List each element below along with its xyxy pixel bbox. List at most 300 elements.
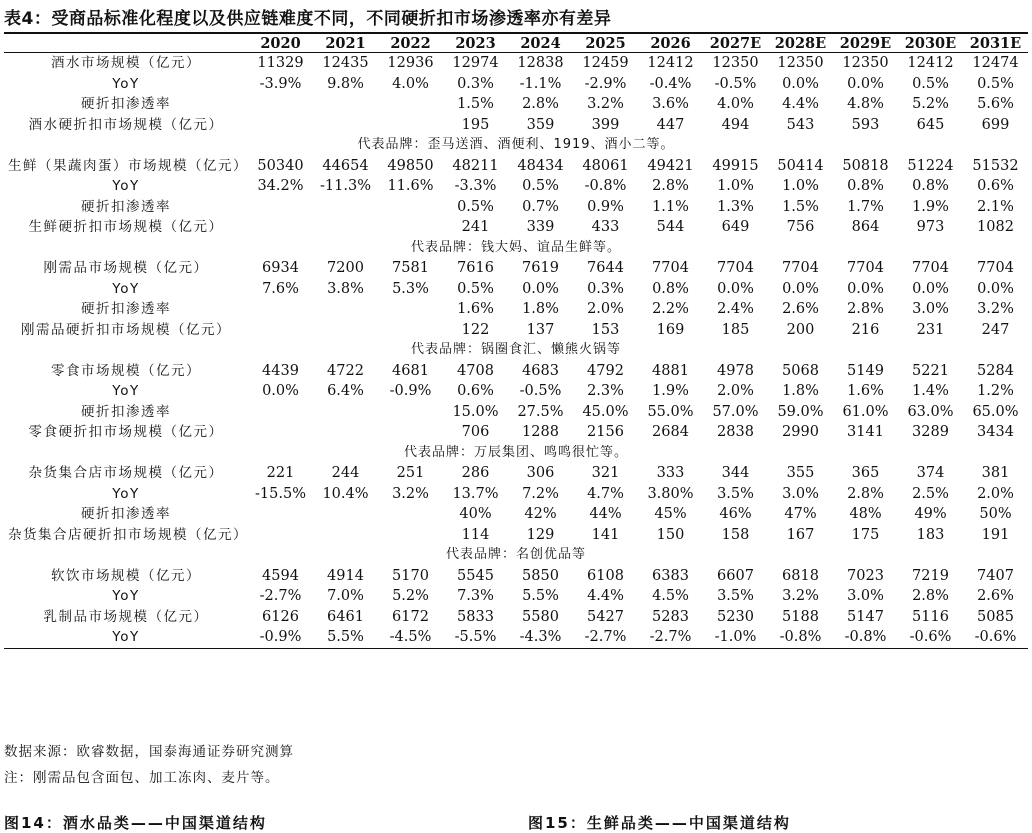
value-cell: 4792 [587, 362, 624, 379]
value-cell: 0.0% [522, 280, 559, 297]
value-cell: 5068 [782, 362, 819, 379]
representative-brands: 代表品牌：锅圈食汇、懒熊火锅等 [410, 342, 621, 357]
value-cell [248, 504, 313, 525]
value-cell [313, 504, 378, 525]
value-cell: 44% [589, 506, 622, 522]
value-cell: 61.0% [842, 403, 889, 420]
value-cell: -11.3% [320, 178, 371, 194]
value-cell: 42% [524, 506, 557, 522]
value-cell: 0.0% [847, 280, 884, 297]
value-cell: 167 [786, 526, 815, 543]
value-cell: -2.7% [573, 627, 638, 648]
value-cell: 153 [591, 321, 620, 338]
value-cell: 44654 [322, 157, 369, 174]
value-cell: -2.9% [584, 75, 627, 92]
value-cell: 374 [916, 465, 945, 481]
value-cell: 1.4% [912, 383, 949, 399]
value-cell: 6172 [392, 608, 429, 625]
value-cell: 1.6% [847, 383, 884, 399]
value-cell: 40% [459, 506, 492, 522]
value-cell: 5221 [912, 362, 949, 379]
value-cell: 4.5% [652, 588, 689, 604]
value-cell: 5.6% [977, 96, 1014, 112]
row-label: 硬折扣渗透率 [81, 198, 171, 215]
value-cell: 7219 [912, 567, 949, 584]
value-cell: 231 [916, 321, 945, 338]
value-cell: 2.8% [847, 301, 884, 317]
value-cell: 5427 [587, 608, 624, 625]
value-cell: 0.5% [457, 198, 494, 215]
value-cell: 7704 [912, 260, 949, 276]
value-cell: 216 [851, 321, 880, 338]
value-cell: 3434 [977, 424, 1014, 440]
market-size-table [4, 35, 1028, 649]
value-cell [378, 94, 443, 115]
year-header: 2030E [898, 35, 963, 53]
value-cell: 5147 [847, 608, 884, 625]
value-cell: 114 [461, 526, 490, 543]
value-cell: 399 [591, 116, 620, 133]
value-cell: 12435 [322, 55, 369, 71]
value-cell: 2.0% [977, 485, 1014, 502]
value-cell: 1.2% [977, 383, 1014, 399]
table-row [4, 566, 1028, 587]
source-note: 数据来源：欧睿数据，国泰海通证券研究测算 [4, 744, 294, 760]
value-cell: 649 [721, 219, 750, 235]
value-cell: 3.2% [782, 588, 819, 604]
table-title: 表4：受商品标准化程度以及供应链难度不同，不同硬折扣市场渗透率亦有差异 [4, 9, 612, 29]
value-cell: -1.0% [703, 627, 768, 648]
value-cell: 3.0% [847, 588, 884, 604]
value-cell: 7704 [977, 260, 1014, 276]
value-cell [378, 320, 443, 341]
value-cell: 2.8% [652, 178, 689, 194]
figure-15-caption: 图15：生鲜品类——中国渠道结构 [528, 814, 791, 832]
value-cell: 12350 [842, 55, 889, 71]
brand-row [4, 340, 1028, 361]
value-cell: 344 [721, 465, 750, 481]
value-cell: 129 [526, 526, 555, 543]
value-cell: 5230 [717, 608, 754, 625]
value-cell: 447 [656, 116, 685, 133]
value-cell: 2838 [717, 424, 754, 440]
value-cell: 4.8% [847, 96, 884, 112]
value-cell: 45% [654, 506, 687, 522]
value-cell: 15.0% [452, 403, 499, 420]
table-row [4, 586, 1028, 607]
value-cell: 3.80% [647, 485, 694, 502]
value-cell: 7023 [847, 567, 884, 584]
value-cell: 137 [526, 321, 555, 338]
value-cell: 365 [851, 465, 880, 481]
row-label: 硬折扣渗透率 [81, 301, 171, 317]
value-cell: -0.8% [584, 178, 627, 194]
year-header: 2024 [508, 35, 573, 53]
value-cell: 12936 [387, 55, 434, 71]
value-cell: 5833 [457, 608, 494, 625]
value-cell: 10.4% [322, 485, 369, 502]
value-cell: -0.6% [898, 627, 963, 648]
value-cell: 699 [981, 116, 1010, 133]
value-cell: 0.8% [847, 178, 884, 194]
value-cell [378, 504, 443, 525]
table-row [4, 484, 1028, 505]
value-cell: 3.5% [717, 588, 754, 604]
value-cell [313, 320, 378, 341]
value-cell [313, 299, 378, 320]
value-cell: 49% [914, 506, 947, 522]
value-cell: 0.5% [977, 75, 1014, 92]
value-cell: 247 [981, 321, 1010, 338]
value-cell: 3.8% [327, 280, 364, 297]
value-cell: 5.2% [392, 588, 429, 604]
value-cell: 756 [786, 219, 815, 235]
value-cell: 34.2% [257, 178, 304, 194]
value-cell: -3.9% [259, 75, 302, 92]
value-cell: 5850 [522, 567, 559, 584]
value-cell: 4594 [262, 567, 299, 584]
value-cell: 286 [461, 465, 490, 481]
table-row [4, 279, 1028, 300]
figure-14-caption: 图14：酒水品类——中国渠道结构 [4, 814, 267, 832]
value-cell [248, 197, 313, 218]
value-cell: 57.0% [712, 403, 759, 420]
year-header: 2026 [638, 35, 703, 53]
value-cell [248, 525, 313, 546]
value-cell: 706 [461, 424, 490, 440]
value-cell [313, 94, 378, 115]
value-cell: 321 [591, 465, 620, 481]
value-cell: 2.8% [847, 485, 884, 502]
value-cell [378, 299, 443, 320]
year-header: 2023 [443, 35, 508, 53]
value-cell: 1.8% [782, 383, 819, 399]
value-cell: 2.2% [652, 301, 689, 317]
value-cell: 221 [266, 465, 295, 481]
value-cell: 7616 [457, 260, 494, 276]
value-cell: 339 [526, 219, 555, 235]
value-cell: -0.9% [248, 627, 313, 648]
value-cell: 48434 [517, 157, 564, 174]
value-cell: -15.5% [255, 485, 306, 502]
value-cell: 1.1% [652, 198, 689, 215]
value-cell: 13.7% [452, 485, 499, 502]
value-cell: 4439 [262, 362, 299, 379]
value-cell [378, 115, 443, 136]
value-cell: 65.0% [972, 403, 1019, 420]
value-cell: 2156 [587, 424, 624, 440]
value-cell: 12350 [712, 55, 759, 71]
table-row [4, 74, 1028, 95]
value-cell: 183 [916, 526, 945, 543]
value-cell: 0.0% [847, 75, 884, 92]
value-cell: 11.6% [387, 178, 434, 194]
row-label: 硬折扣渗透率 [81, 403, 171, 420]
value-cell: 5170 [392, 567, 429, 584]
value-cell: 47% [784, 506, 817, 522]
value-cell: 0.0% [717, 280, 754, 297]
value-cell: 0.5% [457, 280, 494, 297]
year-header: 2022 [378, 35, 443, 53]
value-cell: 7644 [587, 260, 624, 276]
value-cell: 12474 [972, 55, 1019, 71]
value-cell: 4.0% [392, 75, 429, 92]
value-cell: 5149 [847, 362, 884, 379]
value-cell: 0.5% [912, 75, 949, 92]
value-cell: 1.9% [652, 383, 689, 399]
value-cell: 5283 [652, 608, 689, 625]
value-cell: 544 [656, 219, 685, 235]
year-header: 2025 [573, 35, 638, 53]
value-cell: 359 [526, 116, 555, 133]
value-cell: 12974 [452, 55, 499, 71]
value-cell: 158 [721, 526, 750, 543]
value-cell [313, 422, 378, 443]
value-cell: 5580 [522, 608, 559, 625]
value-cell: 0.5% [522, 178, 559, 194]
value-cell: 593 [851, 116, 880, 133]
value-cell: 141 [591, 526, 620, 543]
value-cell: 1.8% [522, 301, 559, 317]
value-cell: 0.8% [652, 280, 689, 297]
table-row [4, 463, 1028, 484]
value-cell: 51532 [972, 157, 1019, 174]
value-cell: 2.0% [587, 301, 624, 317]
value-cell: 543 [786, 116, 815, 133]
value-cell: 0.8% [912, 178, 949, 194]
value-cell: 1.5% [782, 198, 819, 215]
value-cell: 4914 [327, 567, 364, 584]
value-cell: 7704 [717, 260, 754, 276]
value-cell: 3.0% [782, 485, 819, 502]
table-row [4, 176, 1028, 197]
table-row [4, 53, 1028, 74]
value-cell: 1.0% [717, 178, 754, 194]
value-cell: 5.3% [392, 280, 429, 297]
value-cell: 48061 [582, 157, 629, 174]
row-label: 零食市场规模（亿元） [51, 362, 201, 379]
value-cell: 1.6% [457, 301, 494, 317]
value-cell: 244 [331, 465, 360, 481]
value-cell: 2.4% [717, 301, 754, 317]
value-cell: 645 [916, 116, 945, 133]
table-row [4, 504, 1028, 525]
value-cell: 46% [719, 506, 752, 522]
value-cell [378, 402, 443, 423]
value-cell [248, 299, 313, 320]
representative-brands: 代表品牌：万辰集团、鸣鸣很忙等。 [403, 444, 628, 460]
value-cell: -0.9% [389, 383, 432, 399]
value-cell: 48% [849, 506, 882, 522]
value-cell: 6.4% [327, 383, 364, 399]
value-cell: 381 [981, 465, 1010, 481]
value-cell: 4683 [522, 362, 559, 379]
value-cell: 12412 [647, 55, 694, 71]
value-cell: 9.8% [327, 75, 364, 92]
row-label: 硬折扣渗透率 [81, 506, 171, 522]
value-cell: 3.6% [652, 96, 689, 112]
row-label: YoY [112, 588, 140, 604]
value-cell: 3.2% [977, 301, 1014, 317]
value-cell: 2.3% [587, 383, 624, 399]
value-cell: 3.2% [392, 485, 429, 502]
value-cell: 4708 [457, 362, 494, 379]
value-cell [313, 115, 378, 136]
value-cell: 4.4% [587, 588, 624, 604]
table-row [4, 258, 1028, 279]
value-cell: 11329 [257, 55, 304, 71]
value-cell: 7.6% [262, 280, 299, 297]
value-cell [248, 320, 313, 341]
year-header: 2031E [963, 35, 1028, 53]
value-cell [313, 197, 378, 218]
value-cell: 1.7% [847, 198, 884, 215]
value-cell: 251 [396, 465, 425, 481]
value-cell: 50340 [257, 157, 304, 174]
row-label: 刚需品硬折扣市场规模（亿元） [21, 321, 231, 338]
value-cell: 2.6% [977, 588, 1014, 604]
value-cell [248, 402, 313, 423]
value-cell: 494 [721, 116, 750, 133]
value-cell: -4.3% [508, 627, 573, 648]
value-cell: 7704 [847, 260, 884, 276]
table-row [4, 627, 1028, 648]
value-cell: 5.5% [313, 627, 378, 648]
value-cell: 2.5% [912, 485, 949, 502]
row-label: 刚需品市场规模（亿元） [43, 260, 209, 276]
value-cell: 3.5% [717, 485, 754, 502]
value-cell: 169 [656, 321, 685, 338]
table-row [4, 607, 1028, 628]
value-cell: 49850 [387, 157, 434, 174]
row-label: 酒水市场规模（亿元） [51, 55, 201, 71]
brand-row [4, 238, 1028, 259]
row-label: 杂货集合店市场规模（亿元） [28, 465, 224, 481]
value-cell: 3.0% [912, 301, 949, 317]
value-cell: 12838 [517, 55, 564, 71]
value-cell: 333 [656, 465, 685, 481]
table-row [4, 115, 1028, 136]
value-cell: 49421 [647, 157, 694, 174]
value-cell: 7704 [652, 260, 689, 276]
value-cell: 6818 [782, 567, 819, 584]
value-cell [378, 197, 443, 218]
value-cell: -3.3% [454, 178, 497, 194]
row-label: YoY [112, 485, 140, 502]
value-cell: 55.0% [647, 403, 694, 420]
value-cell: 0.3% [587, 280, 624, 297]
row-label: 杂货集合店硬折扣市场规模（亿元） [8, 526, 248, 543]
value-cell: -4.5% [378, 627, 443, 648]
value-cell: 48211 [452, 157, 499, 174]
value-cell: 2.6% [782, 301, 819, 317]
value-cell: -0.5% [714, 75, 757, 92]
row-label: 软饮市场规模（亿元） [51, 567, 201, 584]
value-cell: 0.0% [262, 383, 299, 399]
value-cell: 175 [851, 526, 880, 543]
value-cell: -2.7% [259, 588, 302, 604]
brand-row [4, 443, 1028, 464]
value-cell: -5.5% [443, 627, 508, 648]
value-cell: 0.0% [782, 280, 819, 297]
value-cell: 6108 [587, 567, 624, 584]
value-cell: 12459 [582, 55, 629, 71]
value-cell: 3289 [912, 424, 949, 440]
table-row [4, 299, 1028, 320]
value-cell: 2.0% [717, 383, 754, 399]
row-label: YoY [112, 280, 140, 297]
value-cell [248, 217, 313, 238]
representative-brands: 代表品牌：歪马送酒、酒便利、1919、酒小二等。 [357, 137, 675, 152]
table-row [4, 361, 1028, 382]
value-cell: -2.7% [638, 627, 703, 648]
value-cell: 5188 [782, 608, 819, 625]
table-row [4, 94, 1028, 115]
value-cell: 122 [461, 321, 490, 338]
value-cell: 2990 [782, 424, 819, 440]
representative-brands: 代表品牌：名创优品等 [445, 547, 586, 562]
table-header-row [4, 35, 1028, 53]
value-cell: 6126 [262, 608, 299, 625]
value-cell: 3141 [847, 424, 884, 440]
value-cell: 4.0% [717, 96, 754, 112]
value-cell: 0.9% [587, 198, 624, 215]
value-cell: 12412 [907, 55, 954, 71]
value-cell: 59.0% [777, 403, 824, 420]
value-cell: 0.6% [977, 178, 1014, 194]
row-label: 生鲜硬折扣市场规模（亿元） [28, 219, 224, 235]
value-cell [378, 525, 443, 546]
value-cell: 5545 [457, 567, 494, 584]
value-cell: 195 [461, 116, 490, 133]
value-cell [313, 402, 378, 423]
value-cell: 7.3% [457, 588, 494, 604]
year-header: 2020 [248, 35, 313, 53]
value-cell: 27.5% [517, 403, 564, 420]
value-cell [378, 217, 443, 238]
value-cell: -0.6% [963, 627, 1028, 648]
year-header: 2021 [313, 35, 378, 53]
value-cell [248, 422, 313, 443]
value-cell: 7619 [522, 260, 559, 276]
value-cell: 1.3% [717, 198, 754, 215]
table-row [4, 422, 1028, 443]
value-cell [313, 525, 378, 546]
representative-brands: 代表品牌：钱大妈、谊品生鲜等。 [410, 239, 621, 255]
value-cell: 241 [461, 219, 490, 235]
row-label: 零食硬折扣市场规模（亿元） [28, 424, 224, 440]
value-cell: 355 [786, 465, 815, 481]
value-cell: 6934 [262, 260, 299, 276]
brand-row [4, 135, 1028, 156]
value-cell [313, 217, 378, 238]
value-cell: 12350 [777, 55, 824, 71]
value-cell: 63.0% [907, 403, 954, 420]
value-cell: 200 [786, 321, 815, 338]
table-row [4, 217, 1028, 238]
value-cell: 49915 [712, 157, 759, 174]
value-cell: 1.5% [457, 96, 494, 112]
value-cell: 45.0% [582, 403, 629, 420]
table-row [4, 525, 1028, 546]
brand-row [4, 545, 1028, 566]
table-row [4, 320, 1028, 341]
value-cell: 864 [851, 219, 880, 235]
value-cell: 51224 [907, 157, 954, 174]
row-label: YoY [112, 178, 140, 194]
value-cell: 2.8% [912, 588, 949, 604]
value-cell: 50% [979, 506, 1012, 522]
